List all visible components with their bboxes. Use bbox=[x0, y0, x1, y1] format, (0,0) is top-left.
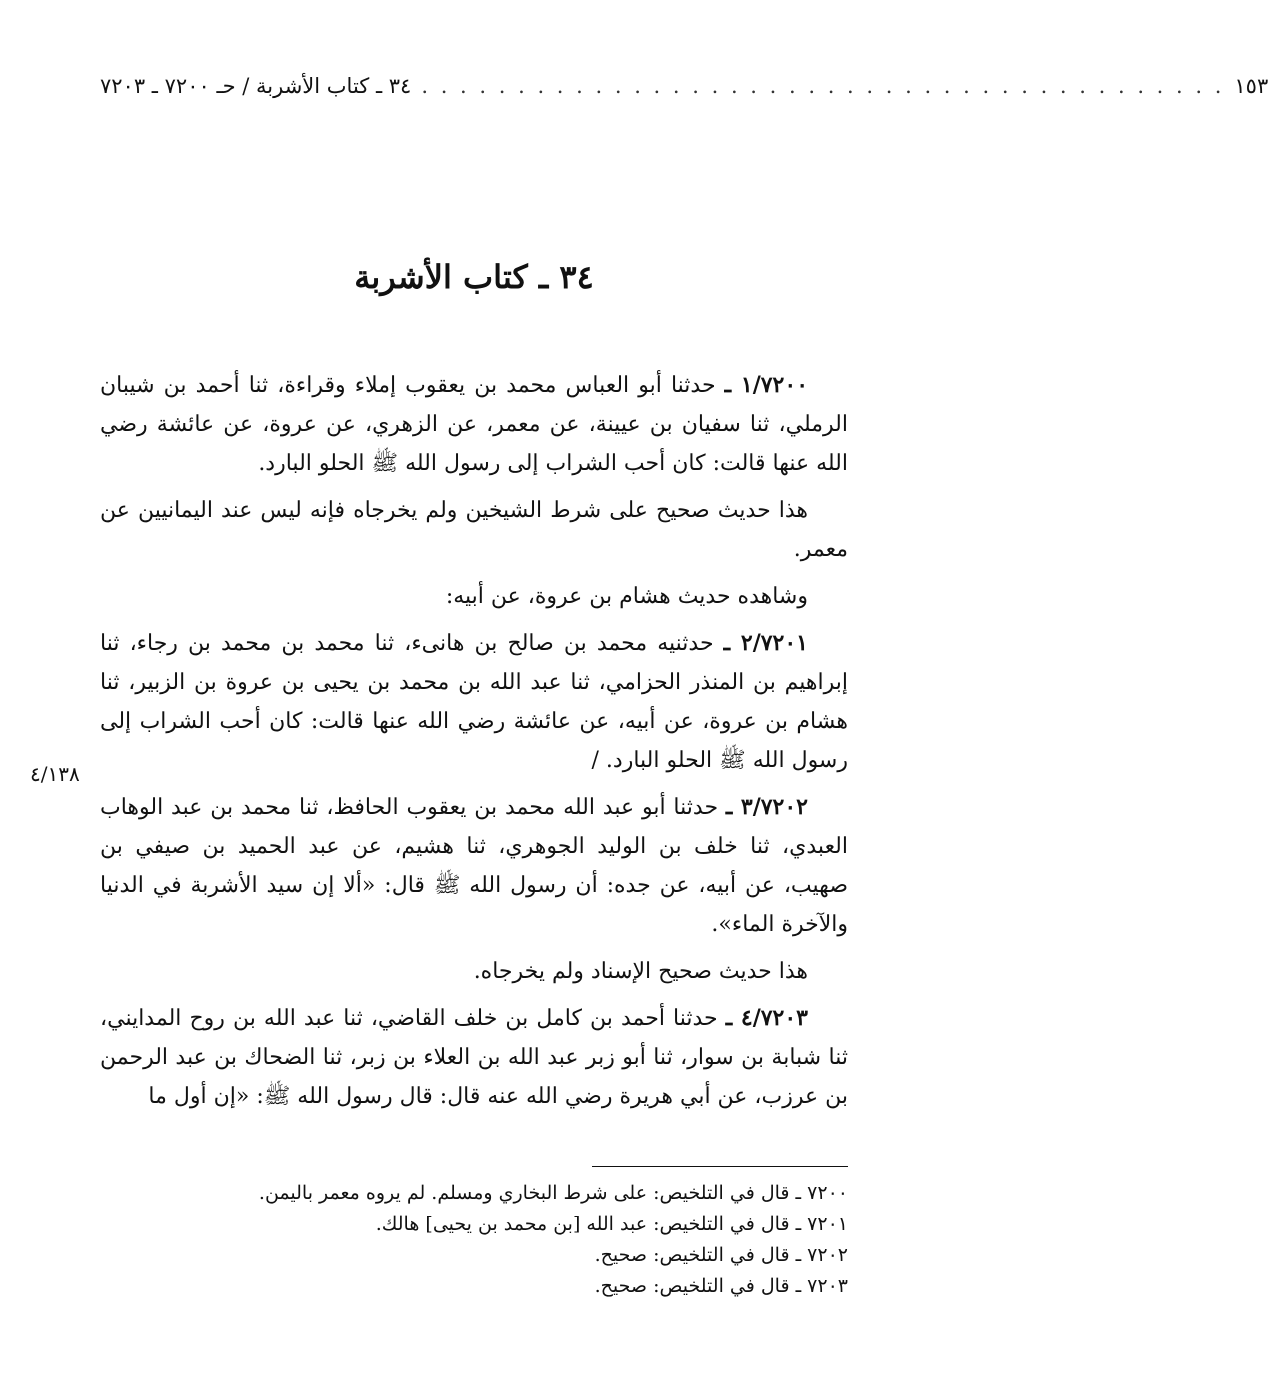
running-header-title: ٣٤ ـ كتاب الأشربة / حـ ٧٢٠٠ ـ ٧٢٠٣ bbox=[100, 74, 412, 98]
leader-dots: . . . . . . . . . . . . . . . . . . . . . . . . . . . . . . . . . . . . . . . . . . bbox=[421, 74, 1225, 98]
body-text bbox=[100, 366, 848, 1124]
margin-reference: ٤/١٣٨ bbox=[30, 762, 80, 786]
paragraph-text: هذا حديث صحيح على شرط الشيخين ولم يخرجاه فإنه ليس عند اليمانيين عن معمر. bbox=[100, 498, 848, 562]
footnote: ٧٢٠١ ـ قال في التلخيص: عبد الله [بن محمد بن يحيى] هالك. bbox=[375, 1213, 848, 1235]
hadith-number: ٢/٧٢٠١ ـ bbox=[723, 630, 808, 656]
hadith-number: ٣/٧٢٠٢ ـ bbox=[725, 794, 808, 820]
grading-paragraph bbox=[100, 491, 848, 569]
hadith-paragraph bbox=[100, 999, 848, 1116]
running-header bbox=[100, 66, 1268, 106]
grading-paragraph bbox=[100, 952, 848, 991]
footnote: ٧٢٠٢ ـ قال في التلخيص: صحيح. bbox=[594, 1244, 848, 1266]
paragraph-text: هذا حديث صحيح الإسناد ولم يخرجاه. bbox=[473, 959, 808, 984]
hadith-paragraph bbox=[100, 624, 848, 780]
footnotes bbox=[100, 1178, 848, 1302]
hadith-text: حدثنا أبو العباس محمد بن يعقوب إملاء وقراءة، ثنا أحمد بن شيبان الرملي، ثنا سفيان بن عيينة، عن معمر، عن الزهري، عن عروة، عن عائشة رضي الله عنها قالت: كان أحب الشراب إلى رسول الله ﷺ الحلو البارد. bbox=[100, 373, 848, 476]
hadith-number: ١/٧٢٠٠ ـ bbox=[724, 372, 809, 398]
hadith-paragraph bbox=[100, 366, 848, 483]
hadith-text: حدثنا أبو عبد الله محمد بن يعقوب الحافظ، ثنا محمد بن عبد الوهاب العبدي، ثنا خلف بن الوليد الجوهري، ثنا هشيم، عن عبد الحميد بن صيفي بن صهيب، عن أبيه، عن جده: أن رسول الله ﷺ قال: «ألا إن سيد الأشربة في الدنيا والآخرة الماء». bbox=[100, 795, 848, 937]
hadith-paragraph bbox=[100, 788, 848, 944]
chapter-title: ٣٤ ـ كتاب الأشربة bbox=[354, 258, 594, 296]
page-number: ١٥٣ bbox=[1234, 74, 1268, 98]
hadith-text: حدثنا أحمد بن كامل بن خلف القاضي، ثنا عبد الله بن روح المدايني، ثنا شبابة بن سوار، ثنا أبو زبر عبد الله بن العلاء بن زبر، ثنا الضحاك بن عبد الرحمن بن عرزب، عن أبي هريرة رضي الله عنه قال: قال رسول الله ﷺ: «إن أول ما bbox=[100, 1006, 848, 1109]
footnote: ٧٢٠٠ ـ قال في التلخيص: على شرط البخاري ومسلم. لم يروه معمر باليمن. bbox=[258, 1182, 848, 1204]
hadith-number: ٤/٧٢٠٣ ـ bbox=[725, 1005, 808, 1031]
paragraph-text: وشاهده حديث هشام بن عروة، عن أبيه: bbox=[445, 584, 808, 609]
footnote-divider bbox=[592, 1166, 848, 1167]
footnote: ٧٢٠٣ ـ قال في التلخيص: صحيح. bbox=[594, 1275, 848, 1297]
hadith-text: حدثنيه محمد بن صالح بن هانىء، ثنا محمد بن محمد بن رجاء، ثنا إبراهيم بن المنذر الحزامي، ثنا عبد الله بن محمد بن يحيى بن عروة بن الزبير، ثنا هشام بن عروة، عن أبيه، عن عائشة رضي الله عنها قالت: كان أحب الشراب إلى رسول الله ﷺ الحلو البارد. / bbox=[100, 631, 848, 773]
supporting-paragraph bbox=[100, 577, 848, 616]
